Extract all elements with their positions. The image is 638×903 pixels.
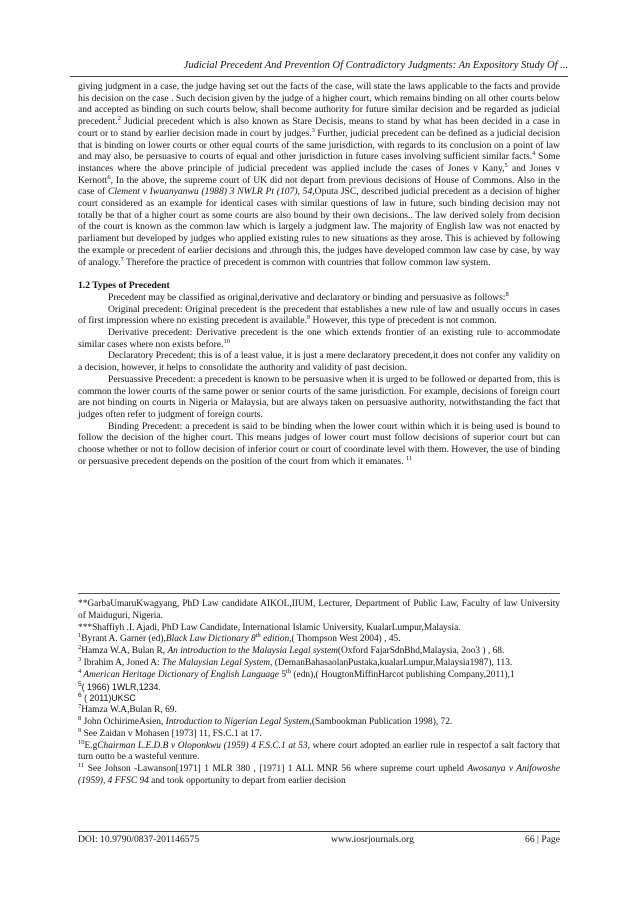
footnote-ref[interactable]: 7 bbox=[120, 255, 124, 263]
page-footer bbox=[78, 831, 560, 846]
footnote-ref[interactable]: 2 bbox=[117, 114, 121, 122]
footnote-ref[interactable]: 6 bbox=[107, 173, 111, 181]
footnote-10: $^{10}$E.gChairman L.E.D.B v Oloponkwu (1959) 4 F.S.C.1 at 53, where court adopted an earlier rule in respectof a salt factory that turn outto be a wasteful venture. bbox=[78, 738, 560, 763]
page-number: 66 | Page bbox=[525, 834, 560, 845]
footnote-9: $^9$ See Zaidan v Mohasen [1973] 11, FS.C.1 at 17. bbox=[78, 726, 262, 739]
footnote-7: $^7$Hamza W.A,Bulan R, 69. bbox=[78, 703, 177, 716]
doi-text: DOI: 10.9790/0837-201146575 bbox=[78, 834, 200, 845]
paragraph-classification: Precedent may be classified as original,derivative and declaratory or binding and persuasive as follows:$^8$ bbox=[108, 290, 509, 303]
footnote-ref[interactable]: 11 bbox=[405, 454, 413, 462]
article-body bbox=[78, 81, 560, 468]
footnote-2: $^2$Hamza W.A, Bulan R, An introduction to the Malaysia Legal system(Oxford FajarSdnBhd,Malaysia, 2oo3 ) , 68. bbox=[78, 644, 505, 657]
footnote-ref[interactable]: 9 bbox=[306, 314, 311, 322]
footnote-6: $^6$ ( 2011)UKSC bbox=[78, 692, 136, 704]
paragraph-original-precedent: Original precedent: Original precedent is the precedent that establishes a new rule of law and usually occurs in cases of first impression where no existing precedent is available.$^9$ However, this type of precedent is not common. bbox=[78, 303, 560, 327]
footnote-divider bbox=[78, 593, 560, 594]
paragraph-judicial-precedent: giving judgment in a case, the judge having set out the facts of the case, will state the laws applicable to the facts and provide his decision on the case . Such decision given by the judge of a higher court, which remains binding on all other courts below and accepted as binding on such courts below, shall become authority for future similar decision and be regarded as judicial precedent.$^2$ Judicial precedent which is also known as Stare Decisis, means to stand by what has been decided in a case in court or to stand by earlier decision made in court by judges.$^3$ Further, judicial precedent can be defined as a judicial decision that is binding on lower courts or other equal courts of the same jurisdiction, with regards to its conclusion on a point of law and may also, be persuasive to courts of equal and other jurisdiction in future cases involving sufficient similar facts.$^4$ Some instances where the above principle of judicial precedent was applied include the cases of Jones v Kany,$^5$ and Jones v Kernott$^6$, In the above, the supreme court of UK did not depart from previous decisions of House of Commons. Also in the case of Clement v Iwuanyanwu (1988) 3 NWLR Pt (107), 54,Oputa JSC, described judicial precedent as a decision of higher court considered as an example for identical cases with similar questions of law in future, such binding decision may not totally be that of a higher court as some courts are also bound by their own decisions.. The law derived solely from decision of the court is known as the common law which is largely a judgment law. The majority of English law was not enacted by parliament but developed by judges who applied existing rules to new situations as they arose. This is achieved by following the example or precedent of earlier decisions and .through this, the judges have developed common law case by case, by way of analogy.$^7$ Therefore the practice of precedent is common with countries that follow common law system. bbox=[78, 81, 561, 268]
journal-website-link[interactable]: www.iosrjournals.org bbox=[331, 834, 414, 845]
footnote-ref[interactable]: 4 bbox=[532, 150, 536, 158]
footnote-ref[interactable]: 3 bbox=[311, 126, 315, 134]
footnote-8: $^8$ John OchirimeAsien, Introduction to Nigerian Legal System,(Sambookman Publication 1998), 72. bbox=[78, 714, 453, 727]
footnote-1: $^1$Byrant A. Garner (ed),Black Law Dictionary 8th edition,( Thompson West 2004) , 45. bbox=[78, 632, 401, 645]
footnotes bbox=[78, 599, 560, 788]
author-note: ***Shaffiyh .I. Ajadi, PhD Law Candidate, International Islamic University, KualarLumpur,Malaysia. bbox=[78, 622, 461, 633]
footnote-3: $^3$ Ibrahim A, Joned A: The Malaysian Legal System, (DemanBahasaolanPustaka,kualarLumpur,Malaysia1987), 113. bbox=[78, 655, 513, 668]
paragraph-binding-precedent: Binding Precedent: a precedent is said to be binding when the lower court within which it is being used is bound to follow the decision of the higher court. This means judges of lower court must follow decisions of superior court but can choose whether or not to follow decision of inferior court or court of coordinate level with them. However, the use of binding or persuasive precedent depends on the position of the court from which it emanates. $^{11}$ bbox=[78, 420, 560, 467]
section-heading: 1.2 Types of Precedent bbox=[78, 280, 170, 292]
footnote-ref[interactable]: 10 bbox=[223, 337, 230, 345]
footnote-5: $^5$( 1966) 1WLR,1234. bbox=[78, 680, 161, 692]
footnote-4: $^4$ American Heritage Dictionary of English Language 5th (edn),( HougtonMiffinHarcot publishing Company,2011),1 bbox=[78, 667, 515, 680]
paragraph-derivative-precedent: Derivative precedent: Derivative precedent is the one which extends frontier of an existing rule to accommodate similar cases where non exists before.$^{10}$ bbox=[78, 327, 560, 350]
paragraph-declaratory-precedent: Declaratory Precedent; this is of a least value, it is just a mere declaratory precedent,it does not confer any validity on a decision, however, it helps to consolidate the authority and validity of past decision. bbox=[78, 350, 560, 374]
running-title: Judicial Precedent And Prevention Of Contradictory Judgments: An Expository Study Of ... bbox=[183, 60, 568, 71]
paragraph-persuasive-precedent: Persuassive Precedent: a precedent is known to be persuasive when it is urged to be followed or departed from, this is common the lower courts of the same power or senior courts of the same jurisdiction. For example, decisions of foreign court are not binding on courts in Nigeria or Malaysia, but are always taken on persuasive authority, notwithstanding the fact that judges often refer to judgment of foreign courts. bbox=[78, 373, 560, 420]
running-header bbox=[70, 58, 568, 77]
footnote-ref[interactable]: 5 bbox=[504, 161, 508, 169]
author-note: **GarbaUmaruKwagyang, PhD Law candidate AIKOL,IIUM, Lecturer, Department of Public Law, Faculty of law University of Maiduguri, Nigeria. bbox=[78, 599, 560, 621]
footnote-11: $^{11}$ See Johson -Lawanson[1971] 1 MLR 380 , [1971] 1 ALL MNR 56 where supreme court upheld Awosanya v Anifowoshe (1959), 4 FFSC 94 and took opportunity to depart from earlier decision bbox=[78, 762, 560, 786]
case-citation: Clement v Iwuanyanwu (1988) 3 NWLR Pt (107), 54, bbox=[107, 186, 315, 198]
footnote-ref[interactable]: 8 bbox=[505, 290, 509, 298]
